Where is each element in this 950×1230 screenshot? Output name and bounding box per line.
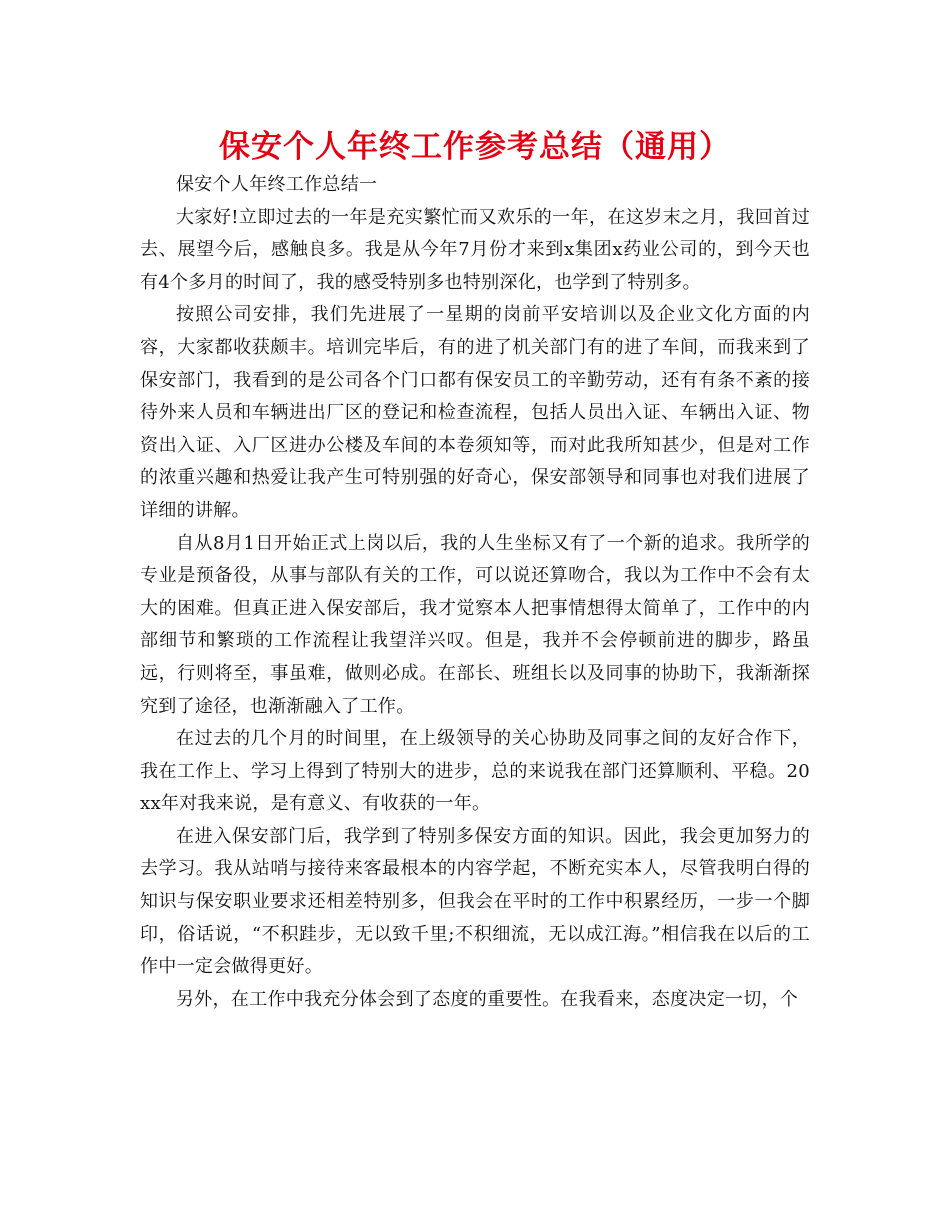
paragraph-training: 按照公司安排，我们先进展了一星期的岗前平安培训以及企业文化方面的内容，大家都收获颇丰。培训完毕后，有的进了机关部门有的进了车间，而我来到了保安部门，我看到的是公司各个门口都有保安员工的辛勤劳动，还有有条不紊的接待外来人员和车辆进出厂区的登记和检查流程，包括人员出入证、车辆出入证、物资出入证、入厂区进办公楼及车间的本卷须知等，而对此我所知甚少，但是对工作的浓重兴趣和热爱让我产生可特别强的好奇心，保安部领导和同事也对我们进展了详细的讲解。 <box>140 304 810 521</box>
paragraph-onboarding: 自从8月1日开始正式上岗以后，我的人生坐标又有了一个新的追求。我所学的专业是预备役，从事与部队有关的工作，可以说还算吻合，我以为工作中不会有太大的困难。但真正进入保安部后，我才觉察本人把事情想得太简单了，工作中的内部细节和繁琐的工作流程让我望洋兴叹。但是，我并不会停顿前进的脚步，路虽远，行则将至，事虽难，做则必成。在部长、班组长以及同事的协助下，我渐渐探究到了途径，也渐渐融入了工作。 <box>140 532 810 717</box>
paragraph-learning: 在进入保安部门后，我学到了特别多保安方面的知识。因此，我会更加努力的去学习。我从站哨与接待来客最根本的内容学起，不断充实本人，尽管我明白得的知识与保安职业要求还相差特别多，但我会在平时的工作中积累经历，一步一个脚印，俗话说，“不积跬步，无以致千里;不积细流，无以成江海。”相信我在以后的工作中一定会做得更好。 <box>140 825 810 978</box>
document-body <box>140 169 810 1016</box>
paragraph-progress: 在过去的几个月的时间里，在上级领导的关心协助及同事之间的友好合作下，我在工作上、学习上得到了特别大的进步，总的来说我在部门还算顺利、平稳。20xx年对我来说，是有意义、有收获的一年。 <box>140 728 810 815</box>
paragraph-intro: 大家好!立即过去的一年是充实繁忙而又欢乐的一年，在这岁末之月，我回首过去、展望今后，感触良多。我是从今年7月份才来到x集团x药业公司的，到今天也有4个多月的时间了，我的感受特别多也特别深化，也学到了特别多。 <box>140 206 810 293</box>
document-title: 保安个人年终工作参考总结（通用） <box>219 129 731 165</box>
paragraph-attitude: 另外，在工作中我充分体会到了态度的重要性。在我看来，态度决定一切，个 <box>176 988 799 1010</box>
section-heading: 保安个人年终工作总结一 <box>176 174 378 195</box>
